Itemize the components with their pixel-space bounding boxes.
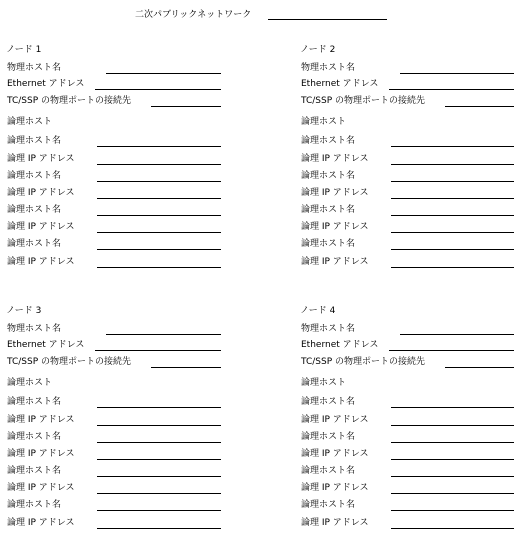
logical-host-name-4-blank[interactable] (97, 249, 221, 250)
logical-ip-4-label: 論理 IP アドレス (7, 257, 75, 267)
logical-ip-1-label: 論理 IP アドレス (7, 415, 75, 425)
logical-host-name-4-label: 論理ホスト名 (7, 500, 62, 510)
logical-host-name-3-label: 論理ホスト名 (7, 466, 62, 476)
logical-ip-1-blank[interactable] (97, 164, 221, 165)
physical-host-name-label: 物理ホスト名 (7, 63, 62, 73)
logical-ip-2-blank[interactable] (97, 459, 221, 460)
ethernet-address-blank[interactable] (95, 89, 221, 90)
logical-ip-4-label: 論理 IP アドレス (301, 257, 369, 267)
ethernet-address-blank[interactable] (95, 350, 221, 351)
logical-host-name-2-blank[interactable] (97, 181, 221, 182)
physical-host-name-blank[interactable] (400, 73, 514, 74)
logical-host-heading-label: 論理ホスト (301, 117, 347, 127)
logical-host-name-3-label: 論理ホスト名 (301, 466, 356, 476)
logical-host-name-4-blank[interactable] (391, 249, 514, 250)
logical-ip-3-label: 論理 IP アドレス (301, 222, 369, 232)
logical-host-name-1-label: 論理ホスト名 (301, 136, 356, 146)
logical-host-name-4-label: 論理ホスト名 (301, 500, 356, 510)
logical-host-name-2-label: 論理ホスト名 (7, 432, 62, 442)
logical-host-name-3-blank[interactable] (97, 215, 221, 216)
node-heading: ノード 3 (6, 306, 42, 316)
ethernet-address-label: Ethernet アドレス (301, 340, 379, 350)
logical-host-name-4-label: 論理ホスト名 (7, 239, 62, 249)
logical-host-name-1-label: 論理ホスト名 (7, 397, 62, 407)
logical-host-name-1-blank[interactable] (97, 146, 221, 147)
ethernet-address-blank[interactable] (389, 350, 514, 351)
logical-ip-2-blank[interactable] (97, 198, 221, 199)
tc-ssp-port-blank[interactable] (151, 367, 221, 368)
logical-ip-1-label: 論理 IP アドレス (301, 154, 369, 164)
tc-ssp-port-blank[interactable] (151, 106, 221, 107)
ethernet-address-label: Ethernet アドレス (7, 79, 85, 89)
logical-ip-4-blank[interactable] (97, 267, 221, 268)
logical-host-name-1-blank[interactable] (97, 407, 221, 408)
ethernet-address-blank[interactable] (389, 89, 514, 90)
physical-host-name-label: 物理ホスト名 (301, 324, 356, 334)
logical-host-name-2-blank[interactable] (391, 181, 514, 182)
logical-host-name-4-label: 論理ホスト名 (301, 239, 356, 249)
tc-ssp-port-label: TC/SSP の物理ポートの接続先 (7, 96, 132, 106)
logical-host-name-2-blank[interactable] (97, 442, 221, 443)
logical-ip-3-label: 論理 IP アドレス (7, 483, 75, 493)
logical-ip-1-label: 論理 IP アドレス (7, 154, 75, 164)
tc-ssp-port-label: TC/SSP の物理ポートの接続先 (301, 357, 426, 367)
logical-host-name-1-blank[interactable] (391, 407, 514, 408)
logical-ip-4-blank[interactable] (391, 528, 514, 529)
logical-host-name-1-label: 論理ホスト名 (301, 397, 356, 407)
logical-ip-2-label: 論理 IP アドレス (301, 449, 369, 459)
logical-host-heading-label: 論理ホスト (7, 378, 53, 388)
physical-host-name-blank[interactable] (106, 73, 221, 74)
logical-host-name-3-blank[interactable] (97, 476, 221, 477)
node-heading: ノード 4 (300, 306, 336, 316)
logical-ip-4-label: 論理 IP アドレス (7, 518, 75, 528)
logical-ip-4-label: 論理 IP アドレス (301, 518, 369, 528)
logical-ip-2-label: 論理 IP アドレス (7, 188, 75, 198)
logical-ip-3-blank[interactable] (391, 493, 514, 494)
logical-ip-2-blank[interactable] (391, 198, 514, 199)
logical-host-heading-label: 論理ホスト (7, 117, 53, 127)
physical-host-name-label: 物理ホスト名 (301, 63, 356, 73)
logical-ip-1-label: 論理 IP アドレス (301, 415, 369, 425)
node-heading: ノード 2 (300, 45, 336, 55)
logical-ip-1-blank[interactable] (97, 425, 221, 426)
tc-ssp-port-blank[interactable] (445, 367, 514, 368)
logical-ip-2-blank[interactable] (391, 459, 514, 460)
physical-host-name-blank[interactable] (106, 334, 221, 335)
tc-ssp-port-label: TC/SSP の物理ポートの接続先 (301, 96, 426, 106)
logical-host-name-3-blank[interactable] (391, 215, 514, 216)
physical-host-name-label: 物理ホスト名 (7, 324, 62, 334)
logical-ip-4-blank[interactable] (391, 267, 514, 268)
tc-ssp-port-label: TC/SSP の物理ポートの接続先 (7, 357, 132, 367)
logical-host-name-4-blank[interactable] (391, 510, 514, 511)
logical-host-name-4-blank[interactable] (97, 510, 221, 511)
logical-host-name-1-blank[interactable] (391, 146, 514, 147)
logical-ip-3-blank[interactable] (97, 232, 221, 233)
logical-ip-3-label: 論理 IP アドレス (7, 222, 75, 232)
node-heading: ノード 1 (6, 45, 42, 55)
logical-host-name-3-blank[interactable] (391, 476, 514, 477)
logical-host-name-3-label: 論理ホスト名 (301, 205, 356, 215)
logical-ip-4-blank[interactable] (97, 528, 221, 529)
tc-ssp-port-blank[interactable] (445, 106, 514, 107)
logical-ip-3-blank[interactable] (97, 493, 221, 494)
logical-host-name-2-label: 論理ホスト名 (301, 171, 356, 181)
logical-ip-1-blank[interactable] (391, 164, 514, 165)
logical-ip-2-label: 論理 IP アドレス (301, 188, 369, 198)
logical-host-name-2-blank[interactable] (391, 442, 514, 443)
logical-host-name-3-label: 論理ホスト名 (7, 205, 62, 215)
ethernet-address-label: Ethernet アドレス (7, 340, 85, 350)
logical-ip-3-label: 論理 IP アドレス (301, 483, 369, 493)
ethernet-address-label: Ethernet アドレス (301, 79, 379, 89)
logical-host-name-2-label: 論理ホスト名 (301, 432, 356, 442)
logical-ip-2-label: 論理 IP アドレス (7, 449, 75, 459)
logical-ip-1-blank[interactable] (391, 425, 514, 426)
title-blank-line[interactable] (268, 19, 387, 20)
logical-host-heading-label: 論理ホスト (301, 378, 347, 388)
logical-ip-3-blank[interactable] (391, 232, 514, 233)
page-title: 二次パブリックネットワーク (135, 10, 252, 20)
logical-host-name-2-label: 論理ホスト名 (7, 171, 62, 181)
physical-host-name-blank[interactable] (400, 334, 514, 335)
logical-host-name-1-label: 論理ホスト名 (7, 136, 62, 146)
